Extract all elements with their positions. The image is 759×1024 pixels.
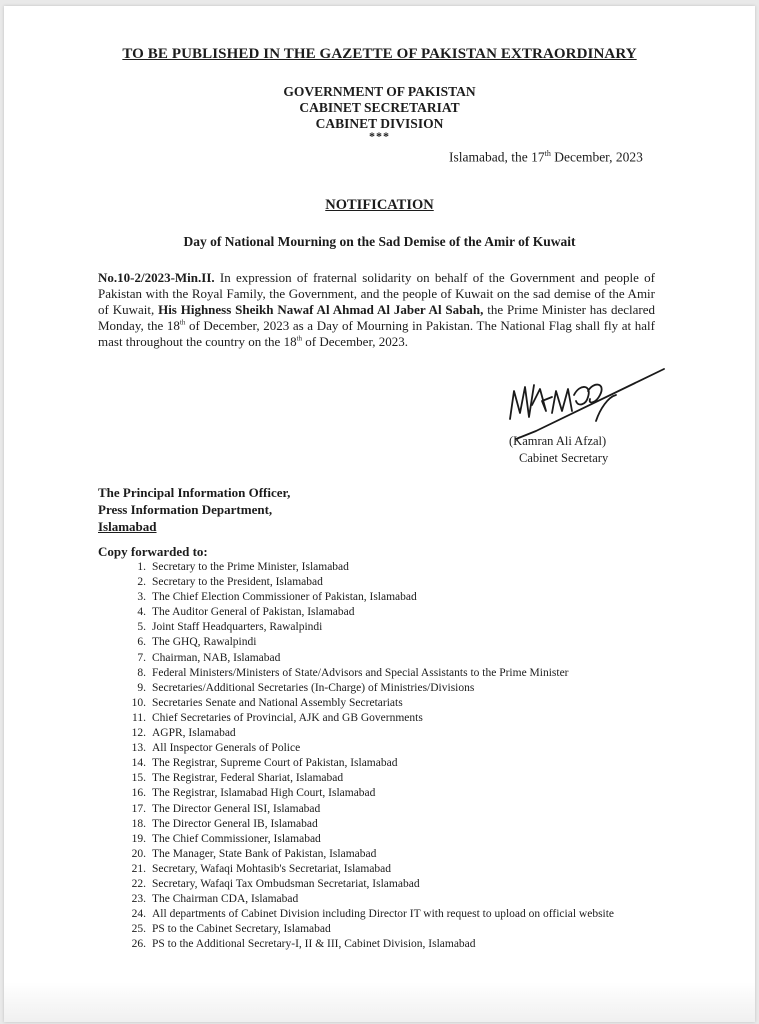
list-item [98,741,658,756]
list-item-text: Secretaries Senate and National Assembly Secretariats [152,696,403,709]
list-item-text: Secretary to the Prime Minister, Islamabad [152,561,349,573]
list-item-text: Chief Secretaries of Provincial, AJK and GB Governments [152,711,423,724]
body-text-4: of December, 2023. [302,334,409,349]
signatory-block [509,433,608,467]
separator-stars: *** [369,129,390,143]
list-item-number: 9. [137,681,146,694]
recipient-line-2: Press Information Department, [98,502,273,517]
list-item [98,590,658,605]
list-item [98,847,658,862]
copy-forwarded-heading: Copy forwarded to: [98,544,208,559]
list-item-text: The Registrar, Islamabad High Court, Islamabad [152,787,376,800]
secretariat-line: CABINET SECRETARIAT [299,100,460,115]
list-item-text: The Chief Election Commissioner of Pakistan, Islamabad [152,591,417,604]
list-item-number: 5. [137,621,146,634]
list-item [98,696,658,711]
list-item-text: The Director General IB, Islamabad [152,817,318,830]
list-item-text: The Auditor General of Pakistan, Islamabad [152,606,355,619]
list-item [98,756,658,771]
list-item-number: 11. [132,711,146,724]
list-item-number: 14. [131,757,146,770]
list-item-text: Joint Staff Headquarters, Rawalpindi [152,621,323,634]
list-item [98,786,658,801]
list-item-number: 1. [137,561,146,573]
list-item-number: 13. [131,742,146,755]
list-item-number: 15. [131,772,146,785]
list-item-text: Secretaries/Additional Secretaries (In-Charge) of Ministries/Divisions [152,681,475,694]
list-item [98,771,658,786]
ordinal-2: th [296,334,303,343]
list-item-number: 4. [137,606,146,619]
list-item [98,817,658,832]
list-item-number: 12. [131,727,146,740]
list-item [98,832,658,847]
ordinal-1: th [179,318,186,327]
list-item-text: AGPR, Islamabad [152,727,236,740]
list-item [98,907,658,922]
list-item [98,937,658,952]
list-item-number: 6. [137,636,146,649]
list-item-number: 2. [137,576,146,589]
list-item [98,877,658,892]
list-item [98,560,658,575]
list-item-text: All departments of Cabinet Division including Director IT with request to upload on official website [152,908,615,921]
signatory-name: (Kamran Ali Afzal) [509,434,607,448]
signatory-title: Cabinet Secretary [519,451,609,465]
list-item-text: PS to the Cabinet Secretary, Islamabad [152,923,331,936]
list-item [98,620,658,635]
list-item-number: 16. [131,787,146,800]
document-page [4,6,755,1022]
list-item-number: 26. [131,938,146,951]
list-item [98,681,658,696]
list-item [98,726,658,741]
list-item-number: 19. [131,832,146,845]
list-item-number: 25. [131,923,146,936]
list-item-text: Federal Ministers/Ministers of State/Advisors and Special Assistants to the Prime Minister [152,666,569,679]
list-item [98,605,658,620]
list-item-text: Secretary, Wafaqi Tax Ombudsman Secretariat, Islamabad [152,877,420,890]
list-item-number: 22. [131,877,146,890]
notification-subject: Day of National Mourning on the Sad Demise of the Amir of Kuwait [183,234,576,249]
list-item-text: The Manager, State Bank of Pakistan, Islamabad [152,847,377,860]
division-line: CABINET DIVISION [315,116,444,131]
organization-block [4,84,755,141]
recipient-line-3: Islamabad [98,519,157,534]
date-rest: December, 2023 [550,149,643,165]
date-prefix: Islamabad, the 17 [449,149,545,165]
list-item-text: The Chief Commissioner, Islamabad [152,832,321,845]
recipient-line-1: The Principal Information Officer, [98,485,291,500]
list-item-number: 7. [137,651,146,664]
list-item-number: 20. [131,847,146,860]
list-item-number: 23. [131,893,146,906]
government-line: GOVERNMENT OF PAKISTAN [283,84,476,99]
list-item-number: 24. [131,908,146,921]
list-item [98,711,658,726]
list-item [98,862,658,877]
body-text-1: In expression of fraternal solidarity on behalf of the Government and people of Pakistan with the Royal Family, the Government, and the people of Kuwait on the sad demise of the Amir of Kuwait, [98,270,655,317]
list-item-text: Chairman, NAB, Islamabad [152,651,281,664]
notification-body [98,270,655,350]
list-item-number: 10. [131,696,146,709]
list-item [98,802,658,817]
list-item-text: All Inspector Generals of Police [152,742,301,755]
list-item-number: 21. [131,862,146,875]
list-item-number: 17. [131,802,146,815]
list-item-text: The Registrar, Supreme Court of Pakistan, Islamabad [152,757,398,770]
issue-date [449,149,643,166]
list-item-text: Secretary to the President, Islamabad [152,576,323,589]
list-item-text: PS to the Additional Secretary-I, II & III, Cabinet Division, Islamabad [152,938,476,951]
list-item-text: Secretary, Wafaqi Mohtasib's Secretariat, Islamabad [152,862,392,875]
list-item-number: 8. [137,666,146,679]
list-item-text: The Registrar, Federal Shariat, Islamabad [152,772,344,785]
list-item [98,922,658,937]
recipient-block [98,484,290,535]
body-text-3: of December, 2023 as a Day of Mourning in Pakistan. The National Flag shall fly at half mast throughout the country on the 18 [98,318,655,349]
list-item-number: 18. [131,817,146,830]
gazette-heading: TO BE PUBLISHED IN THE GAZETTE OF PAKISTAN EXTRAORDINARY [122,46,637,62]
copy-forwarded-list [98,560,658,952]
list-item-number: 3. [137,591,146,604]
list-item-text: The GHQ, Rawalpindi [152,636,257,649]
list-item [98,666,658,681]
list-item [98,635,658,650]
list-item-text: The Chairman CDA, Islamabad [152,893,299,906]
list-item [98,892,658,907]
amir-name: His Highness Sheikh Nawaf Al Ahmad Al Jaber Al Sabah, [158,302,484,317]
notification-number: No.10-2/2023-Min.II. [98,270,215,285]
list-item-text: The Director General ISI, Islamabad [152,802,321,815]
notification-title: NOTIFICATION [325,197,434,213]
body-text-2: the Prime Minister has declared Monday, the 18 [98,302,655,333]
date-ordinal: th [544,149,551,158]
list-item [98,651,658,666]
list-item [98,575,658,590]
page-bottom-shadow [4,982,755,1022]
